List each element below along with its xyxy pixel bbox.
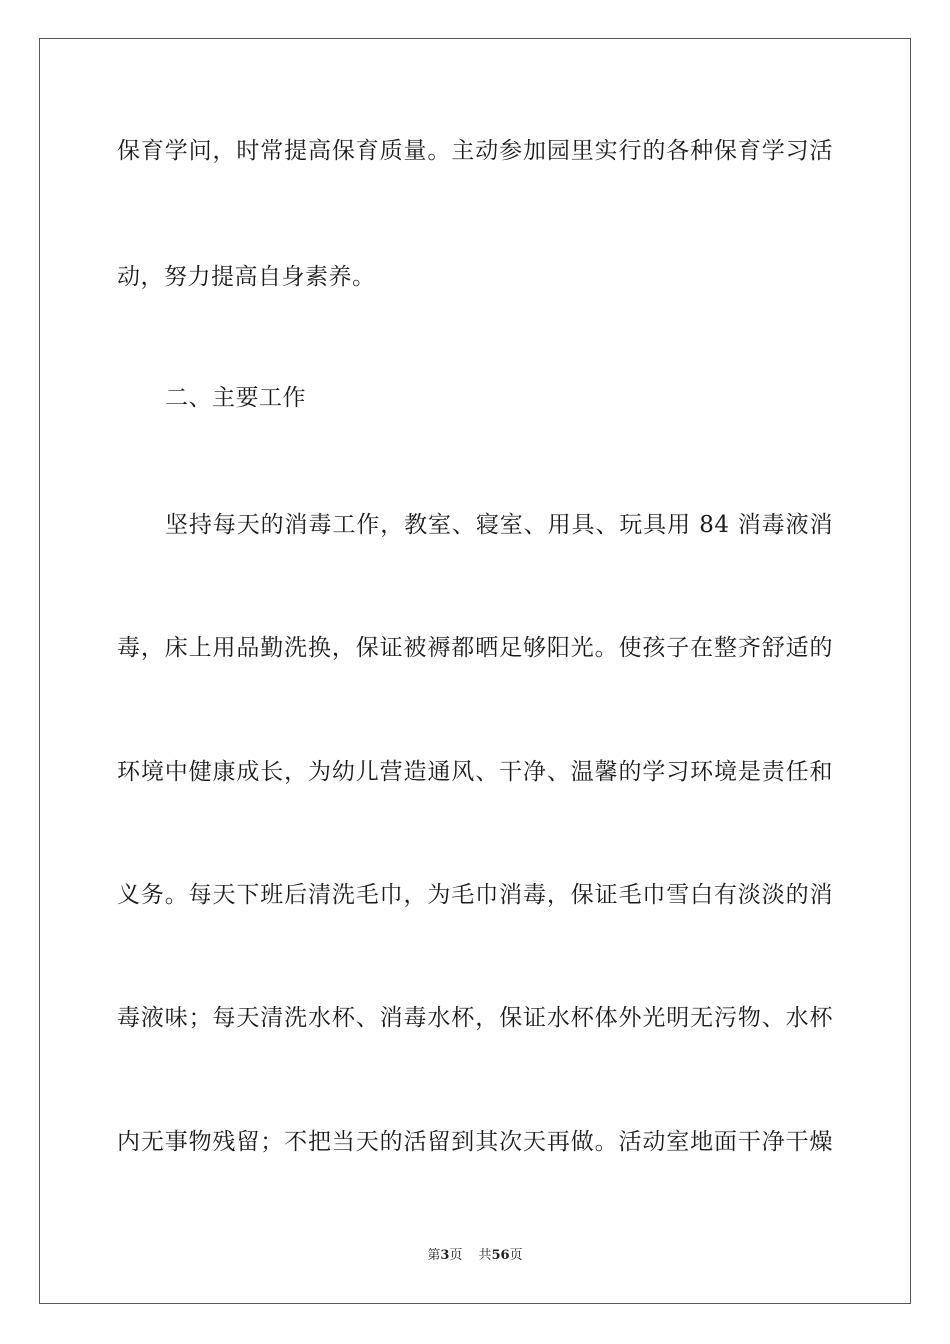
paragraph-line: 内无事物残留；不把当天的活留到其次天再做。活动室地面干净干燥 [117,1129,833,1155]
paragraph-line: 环境中健康成长，为幼儿营造通风、干净、温馨的学习环境是责任和 [117,759,833,785]
page-border [39,38,911,1304]
paragraph-line: 坚持每天的消毒工作，教室、寝室、用具、玩具用 84 消毒液消 [165,512,833,538]
paragraph-line: 动，努力提高自身素养。 [117,264,376,290]
paragraph-line: 毒液味；每天清洗水杯、消毒水杯，保证水杯体外光明无污物、水杯 [117,1005,833,1031]
total-pages: 56 [491,1248,510,1263]
total-prefix: 共 [478,1248,492,1263]
total-suffix: 页 [509,1248,523,1263]
paragraph-line: 保育学问，时常提高保育质量。主动参加园里实行的各种保育学习活 [117,138,833,164]
page-footer [0,1247,950,1265]
section-heading: 二、主要工作 [165,385,306,411]
paragraph-line: 毒，床上用品勤洗换，保证被褥都晒足够阳光。使孩子在整齐舒适的 [117,635,833,661]
paragraph-line: 义务。每天下班后清洗毛巾，为毛巾消毒，保证毛巾雪白有淡淡的消 [117,882,833,908]
page-suffix: 页 [449,1248,463,1263]
page-prefix: 第 [427,1248,441,1263]
page-number: 3 [440,1248,450,1263]
